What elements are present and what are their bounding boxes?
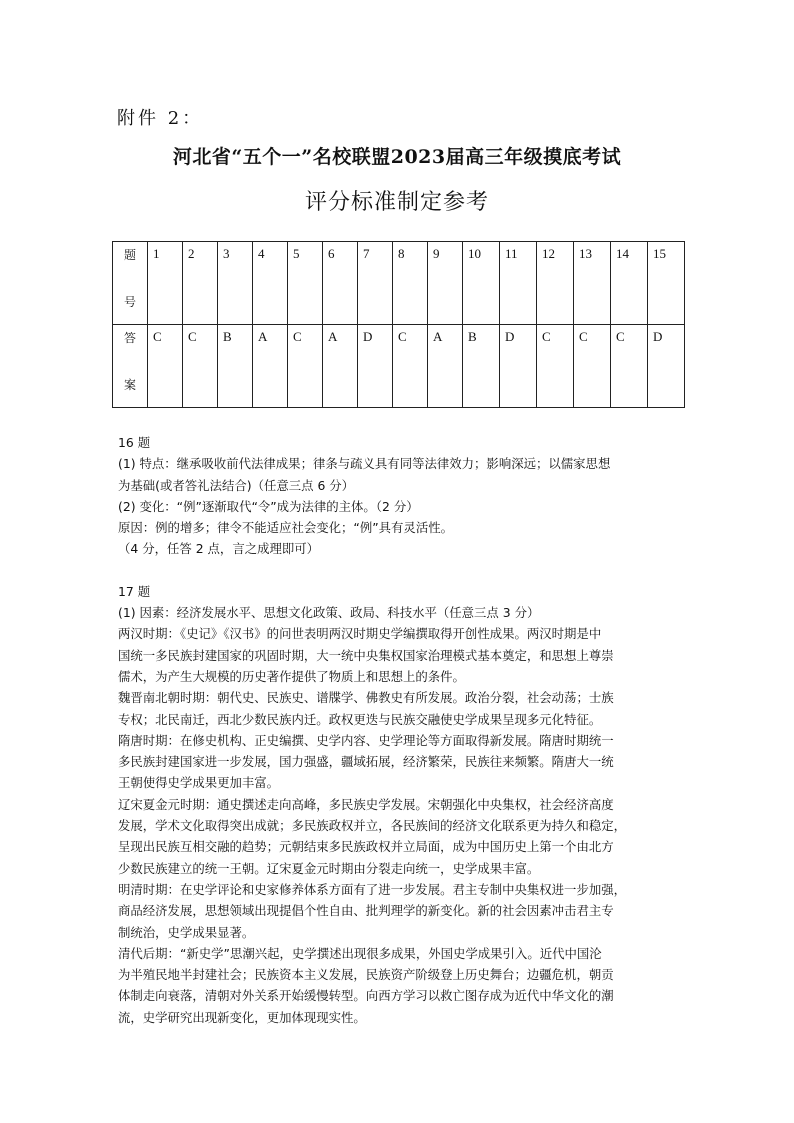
answer-cell: B: [218, 325, 253, 408]
attachment-label: 附件 2：: [117, 108, 204, 129]
q17-line: 王朝使得史学成果更加丰富。: [118, 775, 280, 791]
question-number-row: [113, 242, 685, 325]
q17-line: 呈现出民族互相交融的趋势；元朝结束多民族政权并立局面，成为中国历史上第一个由北方: [118, 839, 614, 855]
q17-line: 隋唐时期：在修史机构、正史编撰、史学内容、史学理论等方面取得新发展。隋唐时期统一: [118, 732, 614, 748]
answer-cell: A: [253, 325, 288, 408]
q17-line: 流，史学研究出现新变化，更加体现现实性。: [118, 1009, 366, 1025]
q17-line: (1) 因素：经济发展水平、思想文化政策、政局、科技水平（任意三点 3 分）: [118, 605, 540, 621]
q17-line: 商品经济发展，思想领域出现提倡个性自由、批判理学的新变化。新的社会因素冲击君主专: [118, 903, 614, 919]
answer-cell: C: [537, 325, 574, 408]
question-number: 2: [183, 242, 218, 325]
q17-line: 体制走向衰落，清朝对外关系开始缓慢转型。向西方学习以救亡图存成为近代中华文化的潮: [118, 988, 614, 1004]
q17-line: 发展，学术文化取得突出成就；多民族政权并立，各民族间的经济文化联系更为持久和稳定，: [118, 818, 627, 834]
question-number: 6: [323, 242, 358, 325]
q17-line: 辽宋夏金元时期：通史撰述走向高峰，多民族史学发展。宋朝强化中央集权，社会经济高度: [118, 796, 614, 812]
question-number: 5: [288, 242, 323, 325]
answer-header: [113, 325, 148, 408]
answer-content: [118, 432, 680, 1028]
answer-cell: C: [611, 325, 648, 408]
q16-line: （4 分，任答 2 点，言之成理即可）: [118, 541, 320, 557]
q17-line: 两汉时期：《史记》《汉书》的问世表明两汉时期史学编撰取得开创性成果。两汉时期是中: [118, 626, 602, 642]
question-number: 7: [358, 242, 393, 325]
answer-cell: C: [574, 325, 611, 408]
answer-row: [113, 325, 685, 408]
question-number: 13: [574, 242, 611, 325]
answer-cell: C: [183, 325, 218, 408]
question-number: 8: [393, 242, 428, 325]
q17-line: 儒术，为产生大规模的历史著作提供了物质上和思想上的条件。: [118, 668, 465, 684]
question-number: 3: [218, 242, 253, 325]
answer-cell: C: [288, 325, 323, 408]
q17-line: 国统一多民族封建国家的巩固时期，大一统中央集权国家治理模式基本奠定，和思想上尊崇: [118, 647, 614, 663]
q17-line: 魏晋南北朝时期：朝代史、民族史、谱牒学、佛教史有所发展。政治分裂，社会动荡；士族: [118, 690, 614, 706]
q16-line: (1) 特点：继承吸收前代法律成果；律条与疏义具有同等法律效力；影响深远；以儒家思想: [118, 456, 611, 472]
q16-line: 原因：例的增多；律令不能适应社会变化；“例”具有灵活性。: [118, 520, 453, 536]
answer-table: [112, 241, 685, 408]
header-char: 号: [123, 295, 136, 309]
question-number: 12: [537, 242, 574, 325]
q17-line: 多民族封建国家进一步发展，国力强盛，疆域拓展，经济繁荣，民族往来频繁。隋唐大一统: [118, 754, 614, 770]
q16-line: 为基础(或者答礼法结合)（任意三点 6 分）: [118, 477, 355, 493]
answer-cell: D: [648, 325, 685, 408]
header-char: 答: [123, 331, 136, 345]
q17-line: 为半殖民地半封建社会；民族资本主义发展，民族资产阶级登上历史舞台；边疆危机，朝贡: [118, 967, 614, 983]
answer-cell: A: [428, 325, 463, 408]
answer-cell: A: [323, 325, 358, 408]
answer-cell: C: [148, 325, 183, 408]
document-subtitle: 评分标准制定参考: [304, 190, 489, 215]
question-number: 4: [253, 242, 288, 325]
q17-line: 专权；北民南迁，西北少数民族内迁。政权更迭与民族交融使史学成果呈现多元化特征。: [118, 711, 602, 727]
q16-line: (2) 变化：“例”逐渐取代“令”成为法律的主体。（2 分）: [118, 498, 419, 514]
header-char: 案: [123, 378, 136, 392]
section-gap: [118, 560, 680, 581]
answer-cell: B: [463, 325, 500, 408]
answer-cell: D: [358, 325, 393, 408]
question-number: 15: [648, 242, 685, 325]
q16-heading: 16 题: [118, 435, 151, 450]
answer-cell: C: [393, 325, 428, 408]
q17-heading: 17 题: [118, 583, 151, 599]
question-number-header: [113, 242, 148, 325]
header-char: 题: [123, 248, 136, 262]
question-number: 1: [148, 242, 183, 325]
question-number: 9: [428, 242, 463, 325]
question-number: 14: [611, 242, 648, 325]
question-number: 11: [500, 242, 537, 325]
answer-cell: D: [500, 325, 537, 408]
q17-line: 明清时期：在史学评论和史家修养体系方面有了进一步发展。君主专制中央集权进一步加强，: [118, 881, 627, 897]
q17-line: 制统治，史学成果显著。: [118, 924, 255, 940]
question-number: 10: [463, 242, 500, 325]
q17-line: 少数民族建立的统一王朝。辽宋夏金元时期由分裂走向统一，史学成果丰富。: [118, 860, 540, 876]
q17-line: 清代后期：“新史学”思潮兴起，史学撰述出现很多成果，外国史学成果引入。近代中国沦: [118, 945, 602, 961]
document-title: 河北省“五个一”名校联盟2023届高三年级摸底考试: [172, 146, 622, 168]
